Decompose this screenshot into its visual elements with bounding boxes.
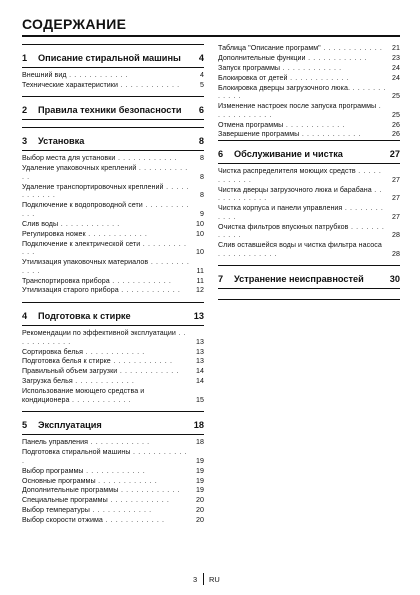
page-number: 3 <box>193 575 198 584</box>
toc-entry[interactable] <box>22 467 204 476</box>
footer-divider <box>203 573 204 585</box>
toc-entry-page: 27 <box>392 175 400 184</box>
toc-entry-text: Удаление транспортировочных креплений <box>22 182 164 191</box>
toc-entry[interactable] <box>22 71 204 80</box>
toc-entry-text: Чистка корпуса и панели управления <box>218 204 343 213</box>
toc-entry-text: Выбор скорости отжима <box>22 516 103 525</box>
toc-entry-page: 8 <box>200 172 204 181</box>
toc-entry-text: Завершение программы <box>218 130 300 139</box>
toc-entry-page: 26 <box>392 130 400 139</box>
toc-entry-page: 20 <box>196 506 204 515</box>
toc-entry-page: 19 <box>196 476 204 485</box>
toc-entry-page: 10 <box>196 229 204 238</box>
toc-entry-page: 28 <box>392 249 400 258</box>
section-heading[interactable] <box>22 96 204 120</box>
toc-entry-page: 24 <box>392 63 400 72</box>
section-heading[interactable] <box>22 302 204 326</box>
toc-entry-text: Очистка фильтров впускных патрубков <box>218 222 349 231</box>
toc-entry-page: 12 <box>196 286 204 295</box>
title-rule <box>22 35 400 37</box>
continued-entries <box>218 44 400 139</box>
toc-right-column <box>218 44 400 307</box>
dot-leader: . . . . . . . . . . . . <box>72 377 135 386</box>
section-page: 8 <box>198 136 204 147</box>
toc-entry[interactable] <box>22 348 204 357</box>
dot-leader: . . . . . . . . . . . . <box>95 476 158 485</box>
dot-leader: . . . . . . . . . . . . <box>218 249 278 258</box>
toc-entry-text: Выбор температуры <box>22 506 90 515</box>
dot-leader: . . . . . . . . . . . . <box>88 438 150 447</box>
dot-leader: . . . . . . . . . . . . <box>218 222 385 240</box>
toc-entry-text: Загрузка белья <box>22 377 73 386</box>
dot-leader: . . . . . . . . . . . . <box>118 486 181 495</box>
toc-entry-text: Дополнительные функции <box>218 53 306 62</box>
section-number: 1 <box>22 53 28 63</box>
toc-entry-page: 10 <box>196 219 204 228</box>
toc-entry[interactable] <box>22 201 204 218</box>
section-page: 13 <box>193 311 204 322</box>
toc-entry-page: 11 <box>196 276 204 285</box>
section-number: 5 <box>22 420 28 431</box>
dot-leader: . . . . . . . . . . . . <box>22 239 187 257</box>
toc-entry[interactable] <box>22 496 204 505</box>
toc-entry[interactable] <box>218 74 400 83</box>
toc-entry-text: Таблица "Описание программ" <box>218 44 321 52</box>
toc-entry[interactable] <box>22 516 204 525</box>
toc-entry-text: Утилизация упаковочных материалов <box>22 258 149 267</box>
toc-entry-text: Слив воды <box>22 219 59 228</box>
dot-leader: . . . . . . . . . . . . <box>22 182 190 200</box>
section-number: 4 <box>22 311 28 322</box>
section-number: 2 <box>22 105 28 116</box>
toc-entry[interactable] <box>22 277 204 286</box>
section-title: Установка <box>38 136 85 147</box>
toc-entry-text: Запуск программы <box>218 63 281 72</box>
toc-entry[interactable] <box>218 167 400 184</box>
section-heading[interactable] <box>218 140 400 164</box>
toc-section <box>22 411 204 524</box>
toc-entry-text: Внешний вид <box>22 71 67 79</box>
toc-entry-page: 27 <box>392 194 400 203</box>
toc-entry-page: 13 <box>196 357 204 366</box>
toc-entry[interactable] <box>22 230 204 239</box>
dot-leader: . . . . . . . . . . . . <box>280 63 342 72</box>
language-code: RU <box>209 575 220 584</box>
section-heading[interactable] <box>22 411 204 435</box>
toc-entry[interactable] <box>22 240 204 257</box>
section-page: 30 <box>389 274 400 285</box>
toc-entry-page: 13 <box>196 337 204 346</box>
toc-entry[interactable] <box>218 223 400 240</box>
toc-entry-text: Утилизация старого прибора <box>22 286 119 295</box>
toc-entry[interactable] <box>22 81 204 90</box>
dot-leader: . . . . . . . . . . . . <box>110 357 173 366</box>
dot-leader: . . . . . . . . . . . . <box>85 229 148 238</box>
toc-entry-page: 28 <box>392 231 400 240</box>
toc-entry-text: Дополнительные программы <box>22 486 119 495</box>
dot-leader: . . . . . . . . . . . . <box>102 516 165 525</box>
toc-entry-page: 13 <box>196 347 204 356</box>
toc-entry-text: Чистка распределителя моющих средств <box>218 167 356 176</box>
toc-section <box>218 265 400 300</box>
toc-entry[interactable] <box>22 367 204 376</box>
toc-entry-text: Подготовка белья к стирке <box>22 357 111 366</box>
toc-entry-page: 25 <box>392 92 400 101</box>
toc-entry[interactable] <box>22 357 204 366</box>
section-title: Устранение неисправностей <box>234 274 364 285</box>
toc-entry-page: 18 <box>196 438 204 447</box>
section-page: 18 <box>193 420 204 431</box>
toc-entry[interactable] <box>218 121 400 130</box>
toc-entry-text: Использование моющего средства и кондиционера <box>22 387 145 404</box>
section-page: 4 <box>198 53 204 63</box>
dot-leader: . . . . . . . . . . . . <box>117 80 180 89</box>
toc-entry-text: Панель управления <box>22 438 89 447</box>
toc-entry-page: 5 <box>200 80 204 89</box>
section-title: Правила техники безопасности <box>38 105 182 116</box>
toc-entry-text: Подготовка стиральной машины <box>22 448 131 457</box>
section-number: 6 <box>218 149 224 160</box>
toc-entry[interactable] <box>218 130 400 139</box>
toc-entry-page: 25 <box>392 110 400 119</box>
section-title: Описание стиральной машины <box>38 53 181 63</box>
dot-leader: . . . . . . . . . . . . <box>218 102 382 119</box>
dot-leader: . . . . . . . . . . . . <box>118 286 181 295</box>
toc-entry-page: 8 <box>200 191 204 200</box>
toc-entry[interactable] <box>22 448 204 465</box>
dot-leader: . . . . . . . . . . . . <box>22 329 187 346</box>
toc-entry-text: Чистка дверцы загрузочного люка и барабана <box>218 185 372 194</box>
toc-entry-text: Отмена программы <box>218 120 284 129</box>
section-title: Подготовка к стирке <box>38 311 131 322</box>
toc-entry[interactable] <box>22 183 204 200</box>
toc-entry-page: 24 <box>392 73 400 82</box>
toc-entry-page: 23 <box>392 53 400 62</box>
toc-entry-page: 19 <box>196 486 204 495</box>
toc-entry-text: Регулировка ножек <box>22 229 86 238</box>
toc-entry[interactable] <box>218 54 400 63</box>
dot-leader: . . . . . . . . . . . . <box>89 506 152 515</box>
dot-leader: . . . . . . . . . . . . <box>299 130 362 139</box>
toc-entry-text: Изменение настроек после запуска программы <box>218 102 377 111</box>
toc-entry[interactable] <box>22 154 204 163</box>
toc-entry-text: Выбор места для установки <box>22 154 116 163</box>
toc-entry[interactable] <box>22 506 204 515</box>
dot-leader: . . . . . . . . . . . . <box>22 258 190 275</box>
dot-leader: . . . . . . . . . . . . <box>109 276 172 285</box>
toc-section <box>22 96 204 120</box>
toc-entry[interactable] <box>22 258 204 275</box>
section-heading[interactable] <box>22 127 204 151</box>
toc-entry-page: 4 <box>200 71 204 79</box>
toc-entry-text: Сортировка белья <box>22 347 84 356</box>
toc-entry-text: Подключение к электрической сети <box>22 239 141 248</box>
toc-entry[interactable] <box>22 220 204 229</box>
toc-entry-text: Блокировка дверцы загрузочного люка. <box>218 83 350 92</box>
toc-entry-page: 15 <box>196 395 204 404</box>
section-page: 6 <box>198 105 204 116</box>
section-page: 27 <box>389 149 400 160</box>
dot-leader: . . . . . . . . . . . . <box>58 219 120 228</box>
toc-entry[interactable] <box>218 84 400 101</box>
toc-entry-page: 21 <box>392 44 400 52</box>
dot-leader: . . . . . . . . . . . . <box>22 164 188 181</box>
toc-entry[interactable] <box>218 44 400 53</box>
section-heading[interactable] <box>218 265 400 289</box>
section-title: Эксплуатация <box>38 420 102 431</box>
toc-section <box>218 140 400 258</box>
dot-leader: . . . . . . . . . . . . <box>218 167 382 184</box>
toc-entry-page: 8 <box>200 154 204 163</box>
toc-entry-text: Специальные программы <box>22 496 108 505</box>
dot-leader: . . . . . . . . . . . . <box>305 53 368 62</box>
toc-entry[interactable] <box>22 286 204 295</box>
dot-leader: . . . . . . . . . . . . <box>22 448 188 465</box>
toc-entry-text: Подключение к водопроводной сети <box>22 201 143 210</box>
toc-entry-page: 20 <box>196 516 204 525</box>
dot-leader: . . . . . . . . . . . . <box>320 44 383 52</box>
dot-leader: . . . . . . . . . . . . <box>287 73 350 82</box>
toc-entry-page: 19 <box>196 466 204 475</box>
toc-entry[interactable] <box>22 438 204 447</box>
toc-entry[interactable] <box>22 164 204 181</box>
dot-leader: . . . . . . . . . . . . <box>117 367 179 376</box>
toc-entry[interactable] <box>22 477 204 486</box>
dot-leader: . . . . . . . . . . . . <box>66 71 129 79</box>
toc-entry-page: 10 <box>196 248 204 257</box>
toc-entry[interactable] <box>22 486 204 495</box>
dot-leader: . . . . . . . . . . . . <box>107 496 170 505</box>
toc-entry-text: Слив оставшейся воды и чистка фильтра насоса <box>218 241 382 250</box>
toc-entry-page: 19 <box>196 456 204 465</box>
toc-entry-text: Блокировка от детей <box>218 73 288 82</box>
toc-entry[interactable] <box>218 64 400 73</box>
toc-entry-text: Рекомендации по эффективной эксплуатации <box>22 329 176 338</box>
toc-entry-text: Удаление упаковочных креплений <box>22 164 137 173</box>
toc-entry[interactable] <box>22 387 204 404</box>
right-sections <box>218 140 400 300</box>
toc-section <box>22 127 204 295</box>
section-number: 3 <box>22 136 28 147</box>
section-heading[interactable] <box>22 44 204 68</box>
dot-leader: . . . . . . . . . . . . <box>218 185 382 203</box>
toc-entry[interactable] <box>22 377 204 386</box>
toc-entry[interactable] <box>218 241 400 258</box>
toc-entry-page: 20 <box>196 496 204 505</box>
toc-entry-page: 14 <box>196 377 204 386</box>
section-number: 7 <box>218 274 224 285</box>
toc-entry-page: 26 <box>392 120 400 129</box>
toc-entry-text: Технические характеристики <box>22 80 118 89</box>
toc-section <box>22 302 204 404</box>
dot-leader: . . . . . . . . . . . . <box>22 201 190 218</box>
toc-entry-text: Основные программы <box>22 476 96 485</box>
toc-entry-text: Выбор программы <box>22 466 84 475</box>
toc-entry[interactable] <box>218 204 400 221</box>
dot-leader: . . . . . . . . . . . . <box>115 154 178 163</box>
toc-entry-page: 9 <box>200 209 204 218</box>
toc-entry[interactable] <box>22 329 204 346</box>
dot-leader: . . . . . . . . . . . . <box>83 466 146 475</box>
dot-leader: . . . . . . . . . . . . <box>83 347 145 356</box>
toc-entry-text: Транспортировка прибора <box>22 276 110 285</box>
toc-entry[interactable] <box>218 102 400 119</box>
toc-entry-text: Правильный объем загрузки <box>22 367 118 376</box>
toc-entry-page: 14 <box>196 367 204 376</box>
dot-leader: . . . . . . . . . . . . <box>218 204 384 221</box>
dot-leader: . . . . . . . . . . . . <box>283 120 345 129</box>
toc-entry-page: 27 <box>392 212 400 221</box>
toc-left-column <box>22 44 204 532</box>
dot-leader: . . . . . . . . . . . . <box>218 83 386 101</box>
page-title: СОДЕРЖАНИЕ <box>22 16 127 32</box>
section-end-rule <box>218 299 400 300</box>
toc-entry-page: 11 <box>196 266 204 275</box>
toc-section <box>22 44 204 89</box>
toc-entry[interactable] <box>218 186 400 203</box>
dot-leader: . . . . . . . . . . . . <box>69 395 132 404</box>
section-title: Обслуживание и чистка <box>234 149 343 160</box>
